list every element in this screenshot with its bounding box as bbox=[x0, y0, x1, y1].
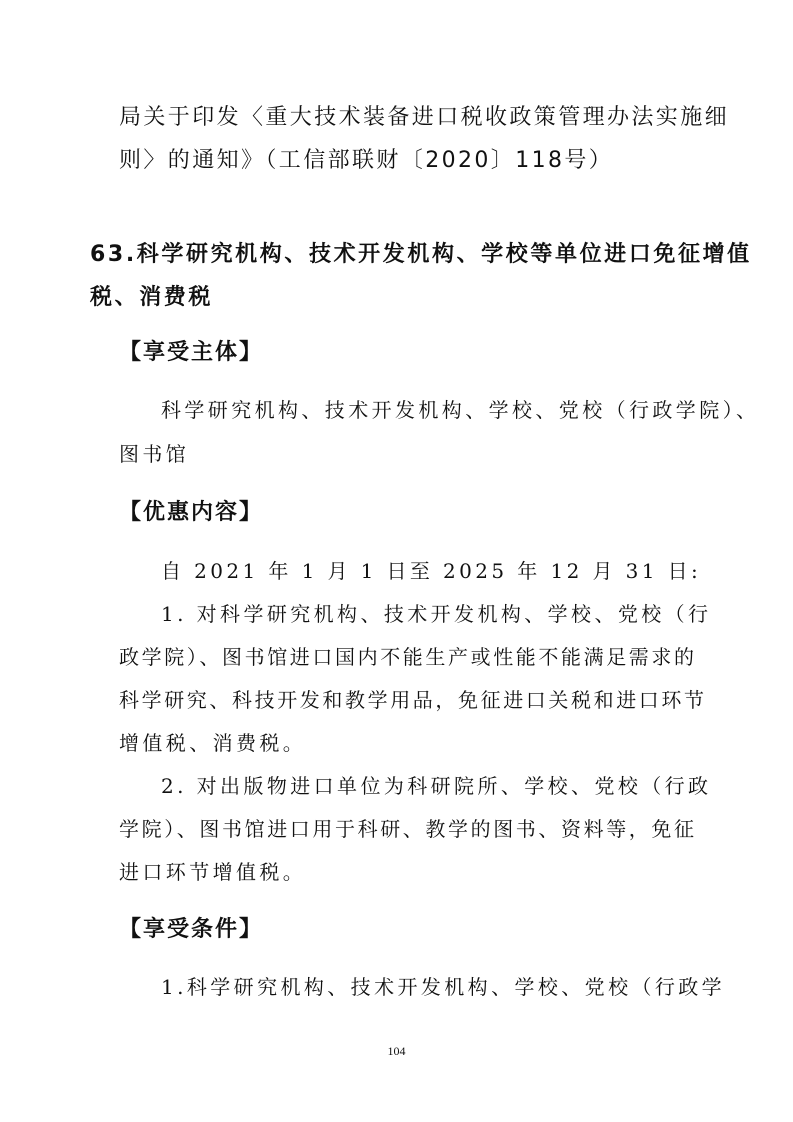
beneficiary-text-line-1: 科学研究机构、技术开发机构、学校、党校（行政学院）、 bbox=[161, 398, 760, 422]
content-item-2-line-1: 2. 对出版物进口单位为科研院所、学校、党校（行政 bbox=[161, 774, 712, 798]
section-heading-line-2: 税、消费税 bbox=[90, 285, 214, 310]
content-item-1-line-3: 科学研究、科技开发和教学用品，免征进口关税和进口环节 bbox=[119, 688, 707, 712]
page-number: 104 bbox=[387, 1044, 406, 1058]
section-heading-line-1: 63.科学研究机构、技术开发机构、学校等单位进口免征增值 bbox=[90, 242, 752, 267]
content-item-1-line-2: 政学院）、图书馆进口国内不能生产或性能不能满足需求的 bbox=[119, 645, 697, 669]
content-date-line: 自 2021 年 1 月 1 日至 2025 年 12 月 31 日: bbox=[161, 559, 702, 583]
reference-text-line-1: 局关于印发〈重大技术装备进口税收政策管理办法实施细 bbox=[119, 105, 730, 130]
content-item-2-line-3: 进口环节增值税。 bbox=[119, 860, 307, 884]
conditions-label: 【享受条件】 bbox=[119, 917, 264, 942]
beneficiary-text-line-2: 图书馆 bbox=[119, 442, 190, 466]
content-item-1-line-4: 增值税、消费税。 bbox=[119, 731, 307, 755]
conditions-text-line-1: 1.科学研究机构、技术开发机构、学校、党校（行政学 bbox=[161, 975, 726, 999]
content-item-2-line-2: 学院）、图书馆进口用于科研、教学的图书、资料等，免征 bbox=[119, 817, 697, 841]
beneficiary-label: 【享受主体】 bbox=[119, 340, 264, 365]
content-label: 【优惠内容】 bbox=[119, 500, 264, 525]
reference-text-line-2: 则〉的通知》（工信部联财〔2020〕118号） bbox=[119, 148, 614, 173]
content-item-1-line-1: 1. 对科学研究机构、技术开发机构、学校、党校（行 bbox=[161, 602, 712, 626]
